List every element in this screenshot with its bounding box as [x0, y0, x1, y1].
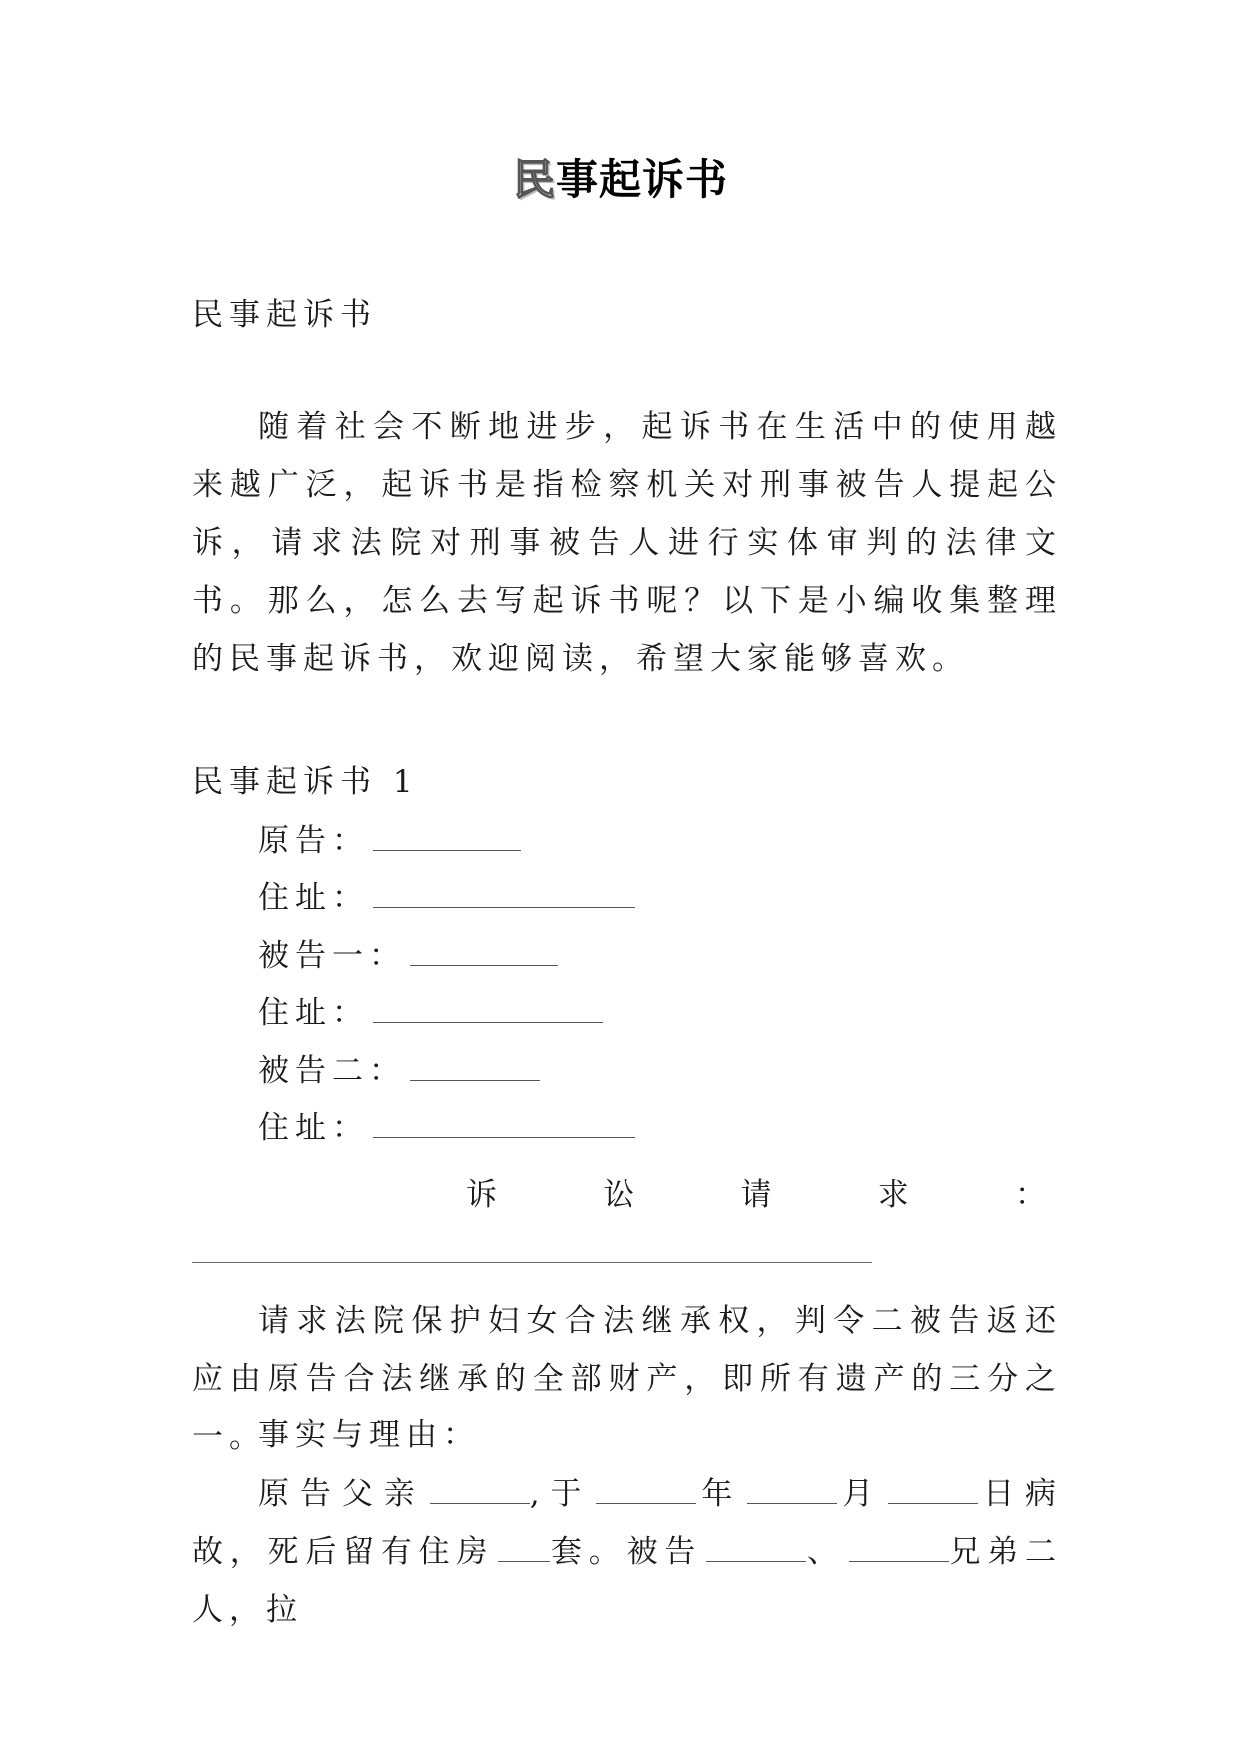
plaintiff-address-row: [258, 877, 635, 918]
defendant-one-address-row: [258, 992, 603, 1033]
title-first-char: 民: [512, 155, 556, 204]
facts-text: 原告父亲: [258, 1476, 426, 1512]
section-heading: 民事起诉书 1: [192, 764, 419, 800]
defendant-two-blank: [410, 1050, 540, 1081]
facts-text: 日病故，死后留有住房: [192, 1476, 1063, 1570]
title-rest: 事起诉书: [556, 155, 729, 204]
facts-paragraph: [192, 1465, 1062, 1639]
subtitle: 民事起诉书: [192, 297, 377, 333]
defendant-one-label: 被告一：: [258, 938, 406, 974]
defendant-one-address-blank: [373, 992, 603, 1023]
year-blank: [596, 1473, 696, 1504]
facts-text: 年: [696, 1476, 744, 1512]
claims-heading-char: 请: [740, 1177, 772, 1213]
claims-heading-char: 诉: [466, 1177, 497, 1213]
document-title: [0, 150, 1241, 210]
defendant-two-row: [258, 1050, 540, 1091]
facts-text: 套。被告: [550, 1534, 703, 1570]
claims-heading-char: ：: [1015, 1177, 1046, 1213]
father-name-blank: [430, 1473, 530, 1504]
defendant-name-two-blank: [849, 1531, 949, 1562]
intro-paragraph: 随着社会不断地进步，起诉书在生活中的使用越来越广泛，起诉书是指检察机关对刑事被告人提起公诉，请求法院对刑事被告人进行实体审判的法律文书。那么，怎么去写起诉书呢？以下是小编收集整理的民事起诉书，欢迎阅读，希望大家能够喜欢。: [192, 409, 1062, 677]
claims-heading: [466, 1175, 1046, 1215]
defendant-two-address-blank: [373, 1107, 635, 1138]
facts-text: 、: [806, 1534, 845, 1570]
claims-heading-char: 求: [877, 1177, 909, 1213]
facts-heading: 事实与理由：: [258, 1417, 480, 1453]
house-count-blank: [498, 1531, 550, 1562]
defendant-two-label: 被告二：: [258, 1053, 406, 1089]
defendant-one-blank: [410, 935, 558, 966]
facts-text: ,于: [529, 1476, 593, 1512]
day-blank: [888, 1473, 978, 1504]
claims-heading-char: 讼: [603, 1177, 635, 1213]
month-blank: [747, 1473, 837, 1504]
facts-text: 月: [837, 1476, 885, 1512]
defendant-one-address-label: 住址：: [258, 995, 369, 1031]
plaintiff-address-label: 住址：: [258, 880, 369, 916]
defendant-two-address-label: 住址：: [258, 1110, 369, 1146]
facts-text: 兄弟二人，拉: [192, 1534, 1063, 1628]
plaintiff-address-blank: [373, 877, 635, 908]
plaintiff-blank: [373, 820, 521, 851]
plaintiff-label: 原告：: [258, 823, 369, 859]
claims-blank-line: [192, 1262, 872, 1263]
defendant-one-row: [258, 935, 558, 976]
defendant-name-one-blank: [706, 1531, 806, 1562]
defendant-two-address-row: [258, 1107, 635, 1148]
plaintiff-row: [258, 820, 521, 861]
claims-paragraph: 请求法院保护妇女合法继承权，判令二被告返还应由原告合法继承的全部财产，即所有遗产的三分之一。: [192, 1303, 1062, 1455]
